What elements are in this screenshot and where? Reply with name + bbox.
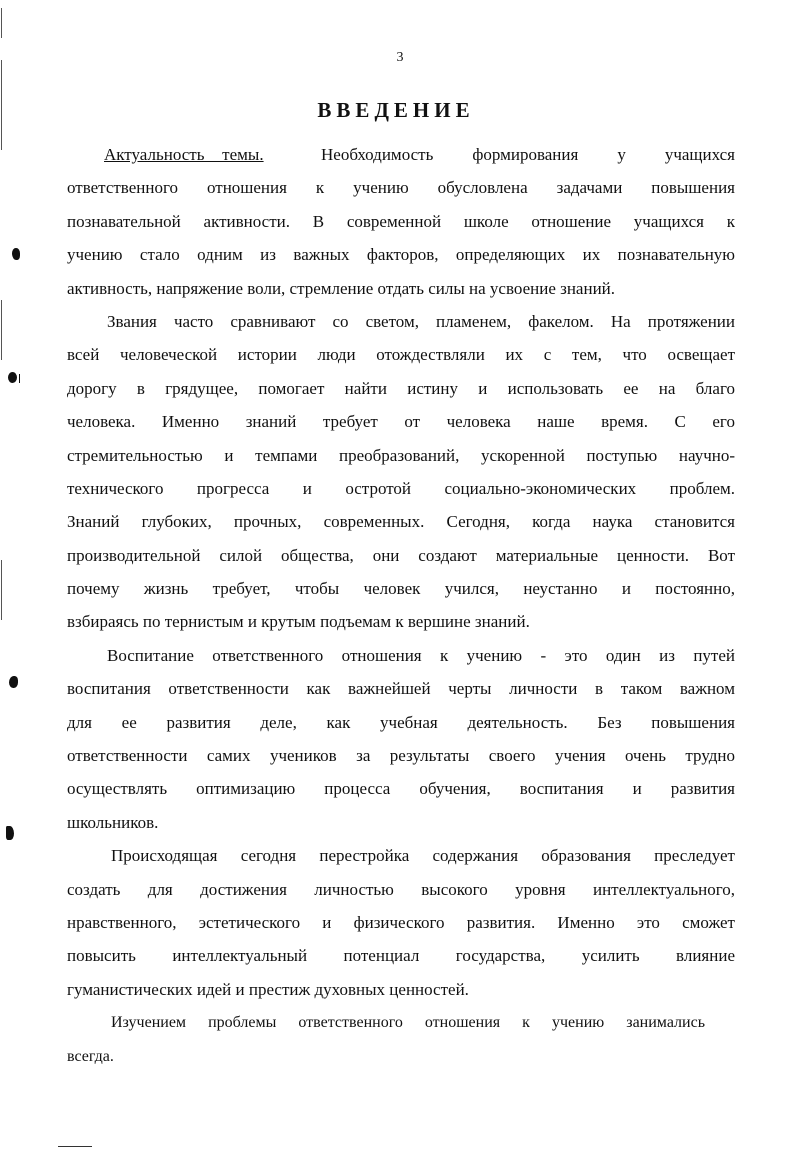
topic-heading: Актуальность темы. <box>104 145 264 164</box>
paragraph-line: почему жизнь требует, чтобы человек учился, неустанно и постоянно, <box>67 579 735 599</box>
paragraph-line <box>67 138 735 171</box>
page-number: 3 <box>396 50 404 65</box>
binding-hole-mark <box>12 248 20 260</box>
paragraph-line: нравственного, эстетического и физического развития. Именно это сможет <box>67 912 735 932</box>
paragraph-line: повысить интеллектуальный потенциал государства, усилить влияние <box>67 946 735 966</box>
paragraph-line: познавательной активности. В современной школе отношение учащихся к <box>67 211 735 231</box>
paragraph-line: дорогу в грядущее, помогает найти истину и использовать ее на благо <box>67 378 735 398</box>
scan-edge-mark <box>19 374 20 383</box>
scan-edge-mark <box>1 8 2 38</box>
paragraph-line: Воспитание ответственного отношения к учению - это один из путей <box>107 645 735 665</box>
paragraph-line: для ее развития деле, как учебная деятельность. Без повышения <box>67 712 735 732</box>
scan-edge-mark <box>1 300 2 360</box>
paragraph-line: учению стало одним из важных факторов, определяющих их познавательную <box>67 245 735 265</box>
footnote-rule <box>58 1146 92 1147</box>
document-body <box>67 138 735 1073</box>
binding-hole-mark <box>8 372 17 383</box>
paragraph-line: всегда. <box>67 1047 114 1065</box>
paragraph-line: активность, напряжение воли, стремление отдать силы на усвоение знаний. <box>67 278 616 298</box>
binding-hole-mark <box>6 826 14 840</box>
paragraph-line: Изучением проблемы ответственного отношения к учению занимались <box>111 1014 705 1032</box>
paragraph-line: создать для достижения личностью высокого уровня интеллектуального, <box>67 879 735 899</box>
paragraph-line: стремительностью и темпами преобразований, ускоренной поступью научно- <box>67 445 735 465</box>
paragraph-line: технического прогресса и остротой социально-экономических проблем. <box>67 478 735 498</box>
paragraph-line: производительной силой общества, они создают материальные ценности. Вот <box>67 545 735 565</box>
paragraph-line: ответственности самих учеников за результаты своего учения очень трудно <box>67 746 735 766</box>
paragraph-line: воспитания ответственности как важнейшей черты личности в таком важном <box>67 679 735 699</box>
paragraph-line: ответственного отношения к учению обусловлена задачами повышения <box>67 178 735 198</box>
paragraph-line: осуществлять оптимизацию процесса обучения, воспитания и развития <box>67 779 735 799</box>
paragraph-line: гуманистических идей и престиж духовных ценностей. <box>67 979 469 999</box>
paragraph-line: Происходящая сегодня перестройка содержания образования преследует <box>111 846 735 866</box>
paragraph-line: человека. Именно знаний требует от человека наше время. С его <box>67 412 735 432</box>
paragraph-line: всей человеческой истории люди отождествляли их с тем, что освещает <box>67 345 735 365</box>
paragraph-line: школьников. <box>67 812 159 832</box>
scan-edge-mark <box>1 560 2 620</box>
paragraph-line: Звания часто сравнивают со светом, пламенем, факелом. На протяжении <box>107 311 735 331</box>
binding-hole-mark <box>9 676 18 688</box>
paragraph-line: Знаний глубоких, прочных, современных. Сегодня, когда наука становится <box>67 512 735 532</box>
paragraph-text: Необходимость формирования у учащихся <box>321 145 735 164</box>
paragraph-line: взбираясь по тернистым и крутым подъемам к вершине знаний. <box>67 612 530 632</box>
page-title: ВВЕДЕНИЕ <box>317 98 475 122</box>
